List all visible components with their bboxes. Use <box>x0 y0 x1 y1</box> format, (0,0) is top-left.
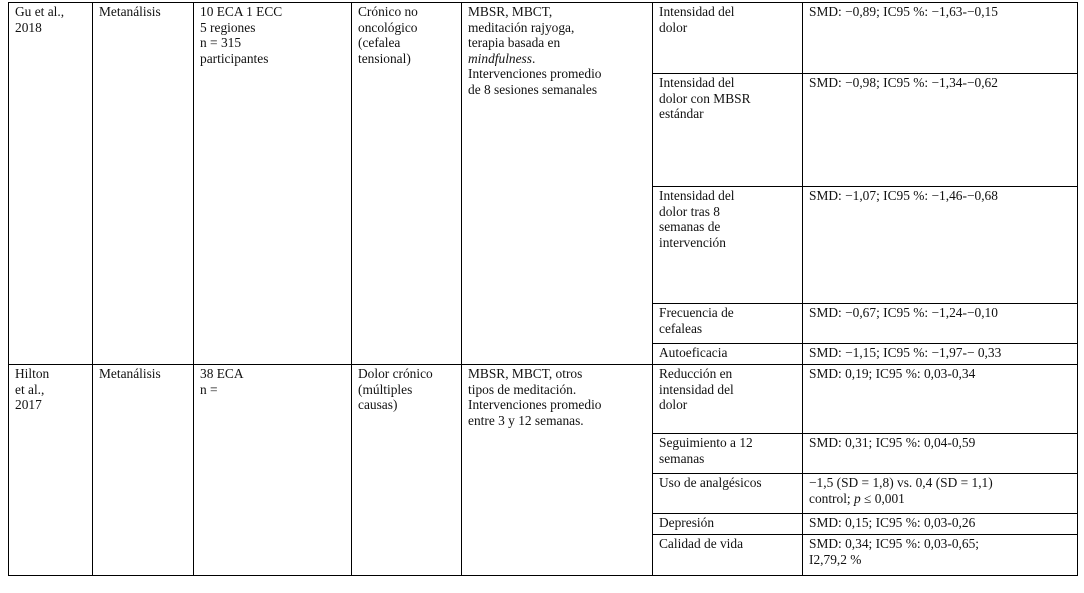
outcome-result: SMD: 0,15; IC95 %: 0,03-0,26 <box>803 514 1078 535</box>
intervention-cell: MBSR, MBCT, meditación rajyoga, terapia basada en mindfulness. Intervenciones promedio de 8 sesiones semanales <box>462 3 653 365</box>
outcome-result: SMD: −1,07; IC95 %: −1,46-−0,68 <box>803 187 1078 304</box>
outcome-label: Uso de analgésicos <box>653 474 803 514</box>
outcome-result: SMD: −1,15; IC95 %: −1,97-− 0,33 <box>803 344 1078 365</box>
outcome-label: Depresión <box>653 514 803 535</box>
outcome-label: Seguimiento a 12 semanas <box>653 434 803 474</box>
outcome-label: Calidad de vida <box>653 535 803 576</box>
population-cell: Dolor crónico (múltiples causas) <box>352 365 462 576</box>
outcome-result: SMD: 0,34; IC95 %: 0,03-0,65; I2,79,2 % <box>803 535 1078 576</box>
outcome-result: SMD: −0,89; IC95 %: −1,63-−0,15 <box>803 3 1078 74</box>
outcome-result: SMD: −0,98; IC95 %: −1,34-−0,62 <box>803 74 1078 187</box>
design-cell: Metanálisis <box>93 3 194 365</box>
study-cell <box>9 3 93 365</box>
outcome-result: SMD: 0,19; IC95 %: 0,03-0,34 <box>803 365 1078 434</box>
outcome-label: Frecuencia de cefaleas <box>653 304 803 344</box>
sample-cell: 38 ECA n = <box>194 365 352 576</box>
outcome-label: Autoeficacia <box>653 344 803 365</box>
design-cell: Metanálisis <box>93 365 194 576</box>
outcome-label: Intensidad del dolor con MBSR estándar <box>653 74 803 187</box>
evidence-table <box>8 2 1078 576</box>
sample-cell: 10 ECA 1 ECC 5 regiones n = 315 participantes <box>194 3 352 365</box>
table-row <box>9 3 1078 74</box>
intervention-cell: MBSR, MBCT, otros tipos de meditación. Intervenciones promedio entre 3 y 12 semanas. <box>462 365 653 576</box>
population-cell: Crónico no oncológico (cefalea tensional) <box>352 3 462 365</box>
outcome-label: Intensidad del dolor <box>653 3 803 74</box>
outcome-result: SMD: −0,67; IC95 %: −1,24-−0,10 <box>803 304 1078 344</box>
study-year: 2018 <box>15 19 42 35</box>
study-cell: Hilton et al., 2017 <box>9 365 93 576</box>
study-author: Gu et al., <box>15 4 65 19</box>
outcome-label: Intensidad del dolor tras 8 semanas de intervención <box>653 187 803 304</box>
outcome-result: SMD: 0,31; IC95 %: 0,04-0,59 <box>803 434 1078 474</box>
table-row <box>9 365 1078 434</box>
outcome-result: −1,5 (SD = 1,8) vs. 0,4 (SD = 1,1) control; p ≤ 0,001 <box>803 474 1078 514</box>
outcome-label: Reducción en intensidad del dolor <box>653 365 803 434</box>
